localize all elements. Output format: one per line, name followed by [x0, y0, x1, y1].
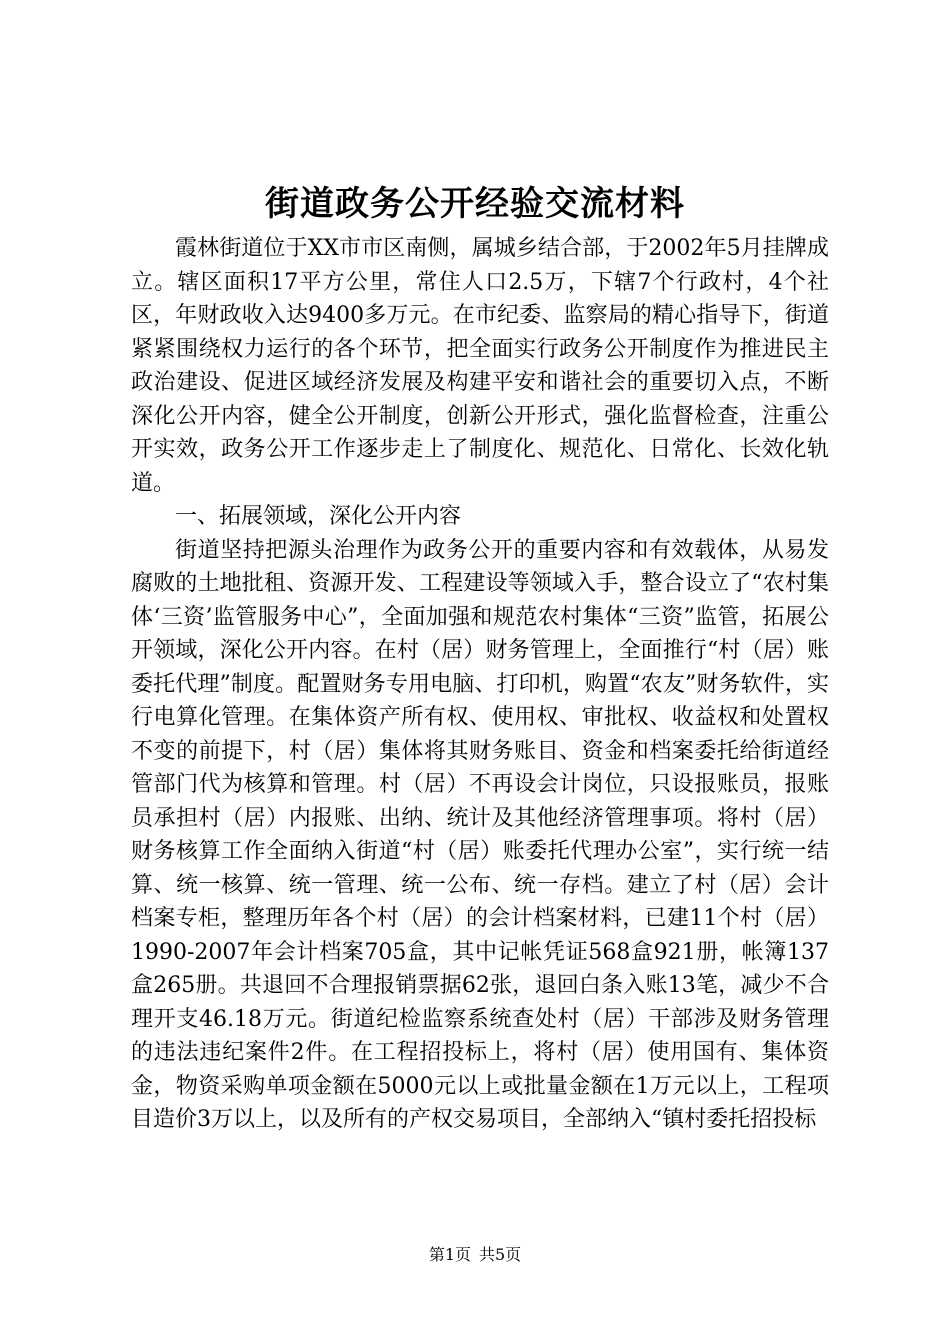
document-body — [131, 232, 829, 1137]
document-title: 街道政务公开经验交流材料 — [265, 184, 685, 224]
paragraph-section-1: 街道坚持把源头治理作为政务公开的重要内容和有效载体，从易发腐败的土地批租、资源开发、工程建设等领域入手，整合设立了“农村集体‘三资’监管服务中心”，全面加强和规范农村集体“三资”监管，拓展公开领域，深化公开内容。在村（居）财务管理上，全面推行“村（居）账委托代理”制度。配置财务专用电脑、打印机，购置“农友”财务软件，实行电算化管理。在集体资产所有权、使用权、审批权、收益权和处置权不变的前提下，村（居）集体将其财务账目、资金和档案委托给街道经管部门代为核算和管理。村（居）不再设会计岗位，只设报账员，报账员承担村（居）内报账、出纳、统计及其他经济管理事项。将村（居）财务核算工作全面纳入街道“村（居）账委托代理办公室”，实行统一结算、统一核算、统一管理、统一公布、统一存档。建立了村（居）会计档案专柜，整理历年各个村（居）的会计档案材料，已建11个村（居）1990-2007年会计档案705盒，其中记帐凭证568盒921册，帐簿137盒265册。共退回不合理报销票据62张，退回白条入账13笔，减少不合理开支46.18万元。街道纪检监察系统查处村（居）干部涉及财务管理的违法违纪案件2件。在工程招投标上，将村（居）使用国有、集体资金，物资采购单项金额在5000元以上或批量金额在1万元以上，工程项目造价3万以上，以及所有的产权交易项目，全部纳入“镇村委托招投标 — [131, 537, 829, 1132]
paragraph-intro: 霞林街道位于XX市市区南侧，属城乡结合部，于2002年5月挂牌成立。辖区面积17平方公里，常住人口2.5万，下辖7个行政村，4个社区，年财政收入达9400多万元。在市纪委、监察局的精心指导下，街道紧紧围绕权力运行的各个环节，把全面实行政务公开制度作为推进民主政治建设、促进区域经济发展及构建平安和谐社会的重要切入点，不断深化公开内容，健全公开制度，创新公开形式，强化监督检查，注重公开实效，政务公开工作逐步走上了制度化、规范化、日常化、长效化轨道。 — [131, 236, 829, 496]
page-number: 第1页 — [428, 1245, 471, 1264]
page-total: 共5页 — [479, 1245, 522, 1264]
section-heading-1: 一、拓展领域，深化公开内容 — [175, 504, 462, 529]
page-footer — [0, 1244, 950, 1266]
